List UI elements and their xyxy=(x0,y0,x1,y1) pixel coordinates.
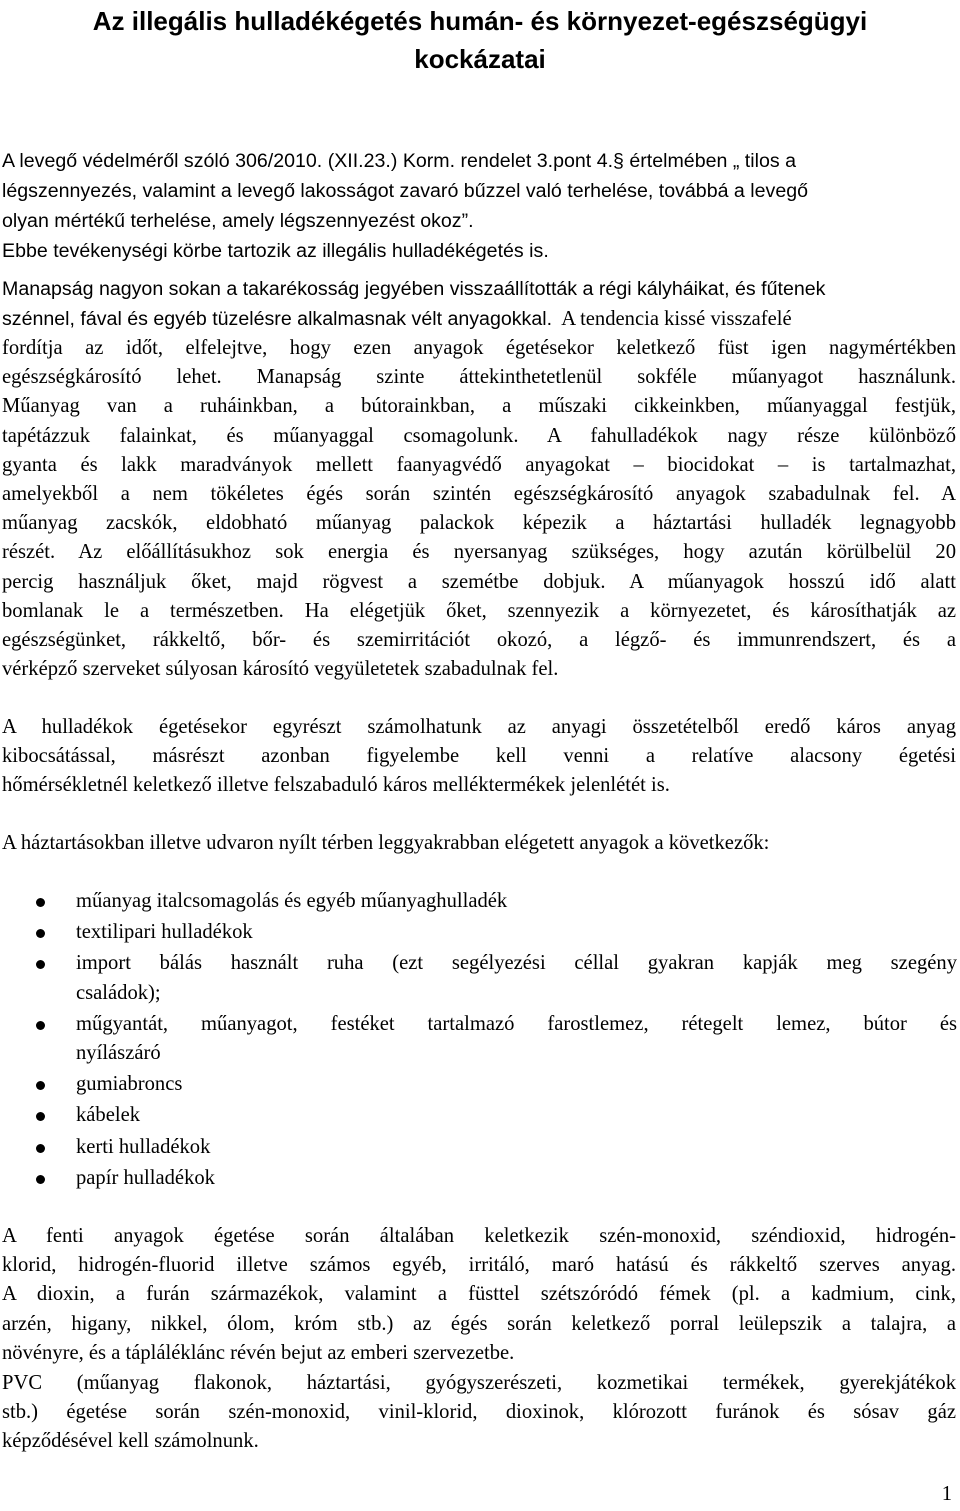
text-line: arzén, higany, nikkel, ólom, króm stb.) az égés során keletkező porral leülepszik a talajra, a xyxy=(2,1312,956,1335)
bullet-icon xyxy=(36,1144,45,1153)
list-item-text: műanyag italcsomagolás és egyéb műanyaghulladék xyxy=(76,890,508,912)
list-item xyxy=(0,918,957,947)
page-number: 1 xyxy=(941,1483,952,1505)
text-line: Manapság nagyon sokan a takarékosság jegyében visszaállították a régi kályháikat, és fűtenek xyxy=(2,278,826,300)
bullet-icon xyxy=(36,898,45,907)
text-line: vérképző szerveket súlyosan károsító vegyületetek szabadulnak fel. xyxy=(2,658,559,681)
text-line: PVC (műanyag flakonok, háztartási, gyógyszerészeti, kozmetikai termékek, gyerekjátékok xyxy=(2,1372,956,1394)
list-item-text: papír hulladékok xyxy=(76,1166,215,1189)
bullet-icon xyxy=(36,960,45,969)
list-item xyxy=(0,1133,957,1162)
list-item-text: műgyantát, műanyagot, festéket tartalmazó farostlemez, rétegelt lemez, bútor és xyxy=(76,1012,957,1035)
text-line: bomlanak le a természetben. Ha elégetjük őket, szennyezik a környezetet, és károsíthatják az xyxy=(2,599,956,622)
text-line: klorid, hidrogén-fluorid illetve számos egyéb, irritáló, maró hatású és rákkeltő szerves anyag. xyxy=(2,1254,956,1277)
text-line: A dioxin, a furán származékok, valamint a füsttel szétszóródó fémek (pl. a kadmium, cink, xyxy=(2,1283,956,1306)
document-title xyxy=(20,2,940,78)
text-line: gyanta és lakk maradványok mellett faanyagvédő anyagokat – biocidokat – is tartalmazhat, xyxy=(2,453,956,476)
text-line: hőmérsékletnél keletkező illetve felszabaduló káros melléktermékek jelenlétét is. xyxy=(2,774,670,797)
body-paragraph-2 xyxy=(2,713,956,801)
text-line: A fenti anyagok égetése során általában keletkezik szén-monoxid, széndioxid, hidrogén- xyxy=(2,1225,956,1247)
list-item-text: kábelek xyxy=(76,1104,141,1127)
text-line: Műanyag van a ruháinkban, a bútorainkban, a műszaki cikkeinkben, műanyaggal festjük, xyxy=(2,395,956,418)
text-line: egészségkárosító lehet. Manapság szinte áttekinthetetlenül sokféle műanyagot használunk. xyxy=(2,366,956,389)
text-line: képződésével kell számolnunk. xyxy=(2,1430,259,1453)
intro-paragraph xyxy=(2,146,957,266)
text-line: A levegő védelméről szóló 306/2010. (XII.23.) Korm. rendelet 3.pont 4.§ értelmében „ tilos a xyxy=(2,150,796,172)
text-line: egészségünket, rákkeltő, bőr- és szemirritációt okozó, a légző- és immunrendszert, és a xyxy=(2,629,956,652)
bullet-icon xyxy=(36,1112,45,1121)
text-line: amelyekből a nem tökéletes égés során szintén egészségkárosító anyagok szabadulnak fel. A xyxy=(2,483,956,506)
body-paragraph-5 xyxy=(2,1369,956,1457)
list-item-text: textilipari hulladékok xyxy=(76,921,253,944)
text-line: fordítja az időt, elfelejtve, hogy ezen anyagok égetésekor keletkező füst igen nagymértékben xyxy=(2,337,956,359)
text-line: A háztartásokban illetve udvaron nyílt térben leggyakrabban elégetett anyagok a következők: xyxy=(2,832,770,854)
bullet-icon xyxy=(36,1021,45,1030)
bullet-icon xyxy=(36,1175,45,1184)
title-line: kockázatai xyxy=(414,44,546,74)
text-line: percig használjuk őket, majd rögvest a szemétbe dobjuk. A műanyagok hosszú idő alatt xyxy=(2,570,956,593)
text-segment: szénnel, fával és egyéb tüzelésre alkalmasnak vélt anyagokkal. xyxy=(2,308,553,330)
list-item xyxy=(0,1101,957,1130)
list-item-text: nyílászáró xyxy=(76,1042,161,1065)
list-item xyxy=(0,1010,957,1068)
list-item xyxy=(0,887,957,916)
list-item-text: kerti hulladékok xyxy=(76,1135,211,1158)
text-line: műanyag zacskók, eldobható műanyag palackok képezik a háztartási hulladék legnagyobb xyxy=(2,512,956,535)
bullet-icon xyxy=(36,929,45,938)
text-line xyxy=(2,304,957,334)
text-line: részét. Az előállításukhoz sok energia és nyersanyag szükséges, hogy azután körülbelül 20 xyxy=(2,541,956,564)
text-segment: A tendencia kissé visszafelé xyxy=(561,308,792,330)
text-line: Ebbe tevékenységi körbe tartozik az illegális hulladékégetés is. xyxy=(2,240,549,262)
title-line: Az illegális hulladékégetés humán- és környezet-egészségügyi xyxy=(92,6,868,36)
text-line: kibocsátással, másrészt azonban figyelembe kell venni a relatíve alacsony égetési xyxy=(2,745,956,768)
list-item xyxy=(0,1070,957,1099)
burned-materials-list xyxy=(0,887,957,1193)
text-line: növényre, és a tápláléklánc révén bejut az emberi szervezetbe. xyxy=(2,1341,515,1364)
list-item-text: családok); xyxy=(76,981,161,1004)
text-line: légszennyezés, valamint a levegő lakosságot zavaró bűzzel való terhelése, továbbá a levegő xyxy=(2,180,809,202)
body-paragraph-3 xyxy=(2,829,956,858)
text-line: A hulladékok égetésekor egyrészt számolhatunk az anyagi összetételből eredő káros anyag xyxy=(2,716,956,738)
list-item-text: import bálás használt ruha (ezt segélyezési céllal gyakran kapják meg szegény xyxy=(76,952,957,975)
text-line: tapétázzuk falainkat, és műanyaggal csomagolunk. A fahulladékok nagy része különböző xyxy=(2,424,956,447)
list-item-text: gumiabroncs xyxy=(76,1073,183,1096)
body-paragraph-4 xyxy=(2,1222,956,1368)
body-paragraph-1 xyxy=(2,334,956,684)
list-item xyxy=(0,1164,957,1193)
text-line: olyan mértékű terhelése, amely légszennyezést okoz”. xyxy=(2,210,474,232)
list-item xyxy=(0,949,957,1007)
intro-paragraph-2 xyxy=(2,274,957,334)
text-line: stb.) égetése során szén-monoxid, vinil-klorid, dioxinok, klórozott furánok és sósav gáz xyxy=(2,1401,956,1424)
bullet-icon xyxy=(36,1081,45,1090)
